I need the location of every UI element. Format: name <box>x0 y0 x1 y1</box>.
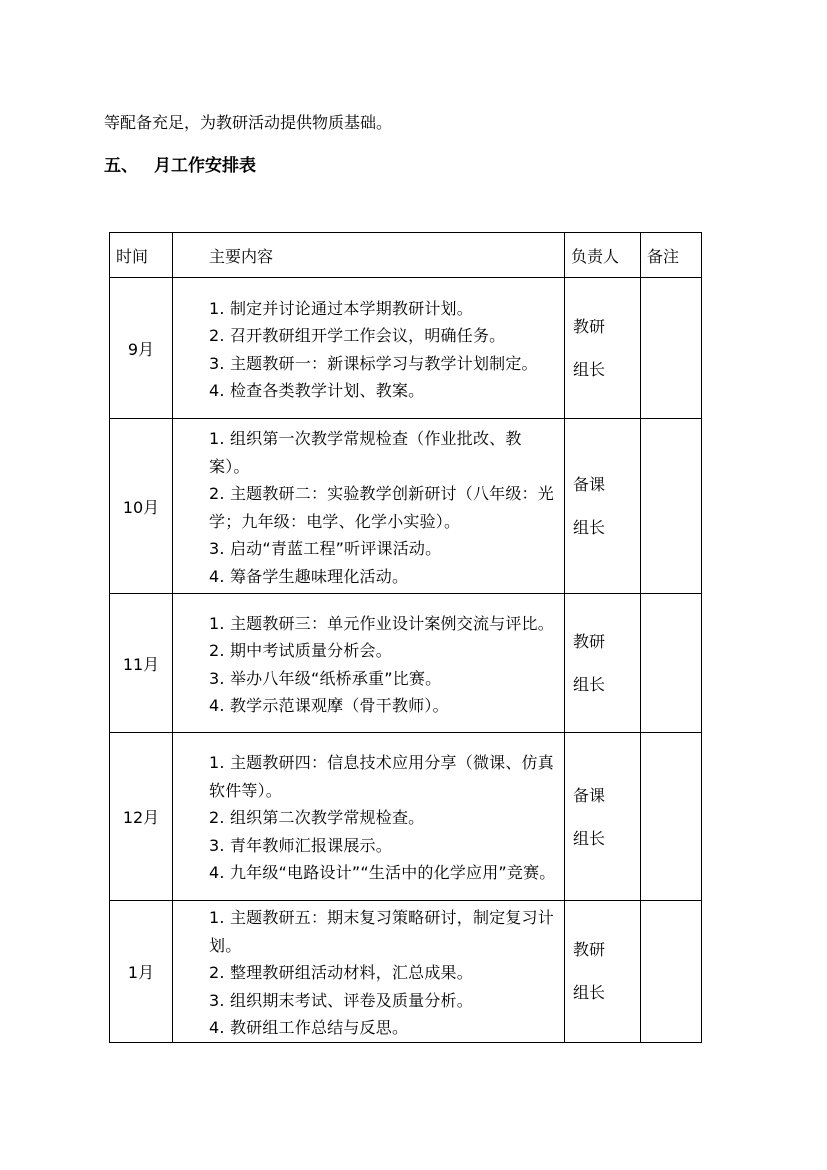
owner-line: 组长 <box>573 360 606 379</box>
owner-cell <box>565 733 641 901</box>
table-row <box>110 733 702 901</box>
owner-cell <box>565 594 641 733</box>
month-cell: 12月 <box>110 733 173 901</box>
content-item: 3. 主题教研一：新课标学习与教学计划制定。 <box>209 353 538 373</box>
owner-line: 组长 <box>573 983 606 1003</box>
owner-line: 备课 <box>573 475 606 494</box>
content-cell <box>173 594 565 733</box>
owner-line: 组长 <box>573 828 606 848</box>
section-heading <box>104 155 256 177</box>
owner-line: 组长 <box>573 518 606 537</box>
table-row <box>110 419 702 594</box>
header-content: 主要内容 <box>173 233 565 278</box>
table-row <box>110 901 702 1043</box>
content-item: 3. 组织期末考试、评卷及质量分析。 <box>209 990 473 1010</box>
content-item: 4. 教学示范课观摩（骨干教师）。 <box>209 696 449 715</box>
note-cell <box>641 733 702 901</box>
owner-line: 教研 <box>573 317 606 336</box>
content-item: 1. 主题教研四：信息技术应用分享（微课、仿真软件等）。 <box>209 753 554 800</box>
content-cell <box>173 278 565 419</box>
owner-cell <box>565 901 641 1043</box>
content-item: 1. 主题教研三：单元作业设计案例交流与评比。 <box>209 613 554 633</box>
month-cell: 1月 <box>110 901 173 1043</box>
content-item: 4. 检查各类教学计划、教案。 <box>209 381 425 400</box>
owner-cell <box>565 278 641 419</box>
content-item: 4. 教研组工作总结与反思。 <box>209 1018 409 1037</box>
content-item: 4. 筹备学生趣味理化活动。 <box>209 566 409 586</box>
month-cell: 10月 <box>110 419 173 594</box>
owner-line: 教研 <box>573 632 606 651</box>
note-cell <box>641 278 702 419</box>
monthly-schedule-table <box>109 232 702 1043</box>
content-item: 2. 整理教研组活动材料，汇总成果。 <box>209 963 473 982</box>
content-item: 3. 举办八年级“纸桥承重”比赛。 <box>209 668 442 688</box>
owner-cell <box>565 419 641 594</box>
content-item: 1. 主题教研五：期末复习策略研讨，制定复习计划。 <box>209 908 554 955</box>
section-number: 五、 <box>104 156 138 176</box>
content-item: 2. 召开教研组开学工作会议，明确任务。 <box>209 326 506 345</box>
content-item: 2. 主题教研二：实验教学创新研讨（八年级：光学；九年级：电学、化学小实验）。 <box>209 484 554 531</box>
table-row <box>110 278 702 419</box>
header-time: 时间 <box>110 233 173 278</box>
month-cell: 9月 <box>110 278 173 419</box>
table-row <box>110 594 702 733</box>
content-item: 2. 组织第二次教学常规检查。 <box>209 808 425 828</box>
header-owner: 负责人 <box>565 233 641 278</box>
section-title: 月工作安排表 <box>154 156 256 176</box>
table-header-row <box>110 233 702 278</box>
header-note: 备注 <box>641 233 702 278</box>
month-cell: 11月 <box>110 594 173 733</box>
content-cell <box>173 733 565 901</box>
content-item: 3. 青年教师汇报课展示。 <box>209 835 392 855</box>
content-item: 1. 组织第一次教学常规检查（作业批改、教案）。 <box>209 429 522 476</box>
note-cell <box>641 901 702 1043</box>
intro-paragraph: 等配备充足，为教研活动提供物质基础。 <box>104 113 393 132</box>
content-item: 2. 期中考试质量分析会。 <box>209 641 392 660</box>
note-cell <box>641 419 702 594</box>
content-item: 3. 启动“青蓝工程”听评课活动。 <box>209 539 442 558</box>
owner-line: 教研 <box>573 940 606 960</box>
note-cell <box>641 594 702 733</box>
content-item: 4. 九年级“电路设计”“生活中的化学应用”竞赛。 <box>209 863 556 883</box>
owner-line: 备课 <box>573 785 606 805</box>
owner-line: 组长 <box>573 675 606 694</box>
content-item: 1. 制定并讨论通过本学期教研计划。 <box>209 298 473 318</box>
content-cell <box>173 901 565 1043</box>
content-cell <box>173 419 565 594</box>
